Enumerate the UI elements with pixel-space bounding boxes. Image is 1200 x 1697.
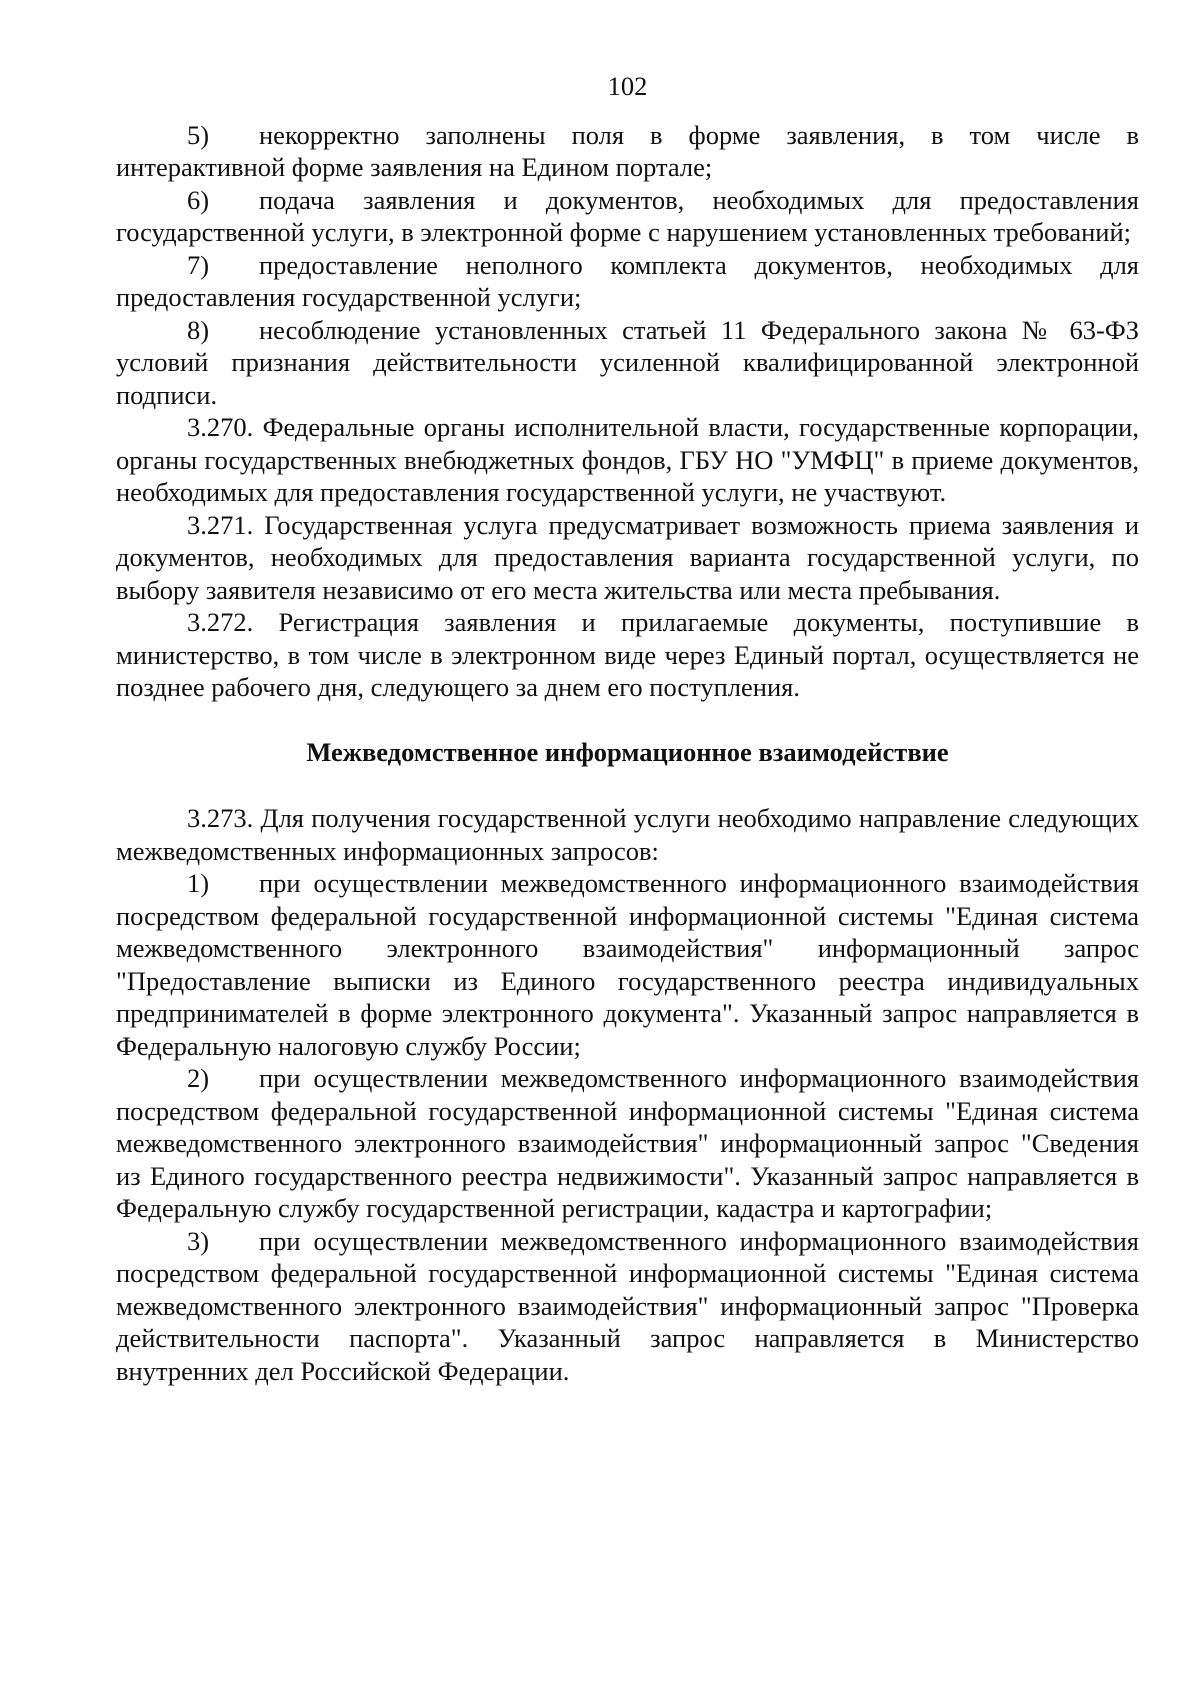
list-item-text: некорректно заполнены поля в форме заявления, в том числе в интерактивной форме заявления на Едином портале;	[116, 119, 1139, 182]
list-item	[116, 1062, 1139, 1225]
list-item-text: подача заявления и документов, необходимых для предоставления государственной услуги, в электронной форме с нарушением установленных требований;	[116, 184, 1139, 247]
list-item-number: 6)	[187, 184, 210, 215]
list-item-number: 2)	[187, 1063, 210, 1093]
list-item-number: 8)	[187, 314, 210, 345]
list-item	[116, 1225, 1139, 1388]
list-item-text: предоставление неполного комплекта документов, необходимых для предоставления государственной услуги;	[116, 249, 1139, 312]
list-item	[116, 249, 1139, 314]
list-item-text: при осуществлении межведомственного информационного взаимодействия посредством федеральной государственной информационной системы "Единая система межведомственного электронного взаимодействия" информационный запрос "Предоставление выписки из Единого государственного реестра индивидуальных предпринимателей в форме электронного документа". Указанный запрос направляется в Федеральную налоговую службу России;	[116, 868, 1139, 1061]
paragraph-3-273: 3.273. Для получения государственной услуги необходимо направление следующих межведомственных информационных запросов:	[116, 803, 1139, 866]
list-item-text: при осуществлении межведомственного информационного взаимодействия посредством федеральной государственной информационной системы "Единая система межведомственного электронного взаимодействия" информационный запрос "Проверка действительности паспорта". Указанный запрос направляется в Министерство внутренних дел Российской Федерации.	[116, 1225, 1139, 1386]
list-item	[116, 119, 1139, 184]
section-heading: Межведомственное информационное взаимодействие	[306, 736, 949, 767]
list-item-number: 1)	[187, 868, 210, 898]
document-page	[116, 70, 1139, 1387]
paragraph-3-270: 3.270. Федеральные органы исполнительной власти, государственные корпорации, органы государственных внебюджетных фондов, ГБУ НО "УМФЦ" в приеме документов, необходимых для предоставления государственной услуги, не участвуют.	[116, 412, 1139, 507]
list-item	[116, 867, 1139, 1062]
paragraph-3-271: 3.271. Государственная услуга предусматривает возможность приема заявления и документов, необходимых для предоставления варианта государственной услуги, по выбору заявителя независимо от его места жительства или места пребывания.	[116, 509, 1139, 605]
list-item	[116, 314, 1139, 412]
paragraph-3-272: 3.272. Регистрация заявления и прилагаемые документы, поступившие в министерство, в том числе в электронном виде через Единый портал, осуществляется не позднее рабочего дня, следующего за днем его поступления.	[116, 607, 1139, 702]
list-item-number: 5)	[187, 119, 210, 150]
list-item-number: 7)	[187, 249, 210, 280]
list-item	[116, 184, 1139, 249]
list-item-text: несоблюдение установленных статьей 11 Федерального закона № 63-ФЗ условий признания действительности усиленной квалифицированной электронной подписи.	[116, 314, 1139, 410]
list-item-text: при осуществлении межведомственного информационного взаимодействия посредством федеральной государственной информационной системы "Единая система межведомственного электронного взаимодействия" информационный запрос "Сведения из Единого государственного реестра недвижимости". Указанный запрос направляется в Федеральную службу государственной регистрации, кадастра и картографии;	[116, 1063, 1139, 1223]
list-item-number: 3)	[187, 1225, 210, 1256]
page-number: 102	[607, 71, 648, 101]
